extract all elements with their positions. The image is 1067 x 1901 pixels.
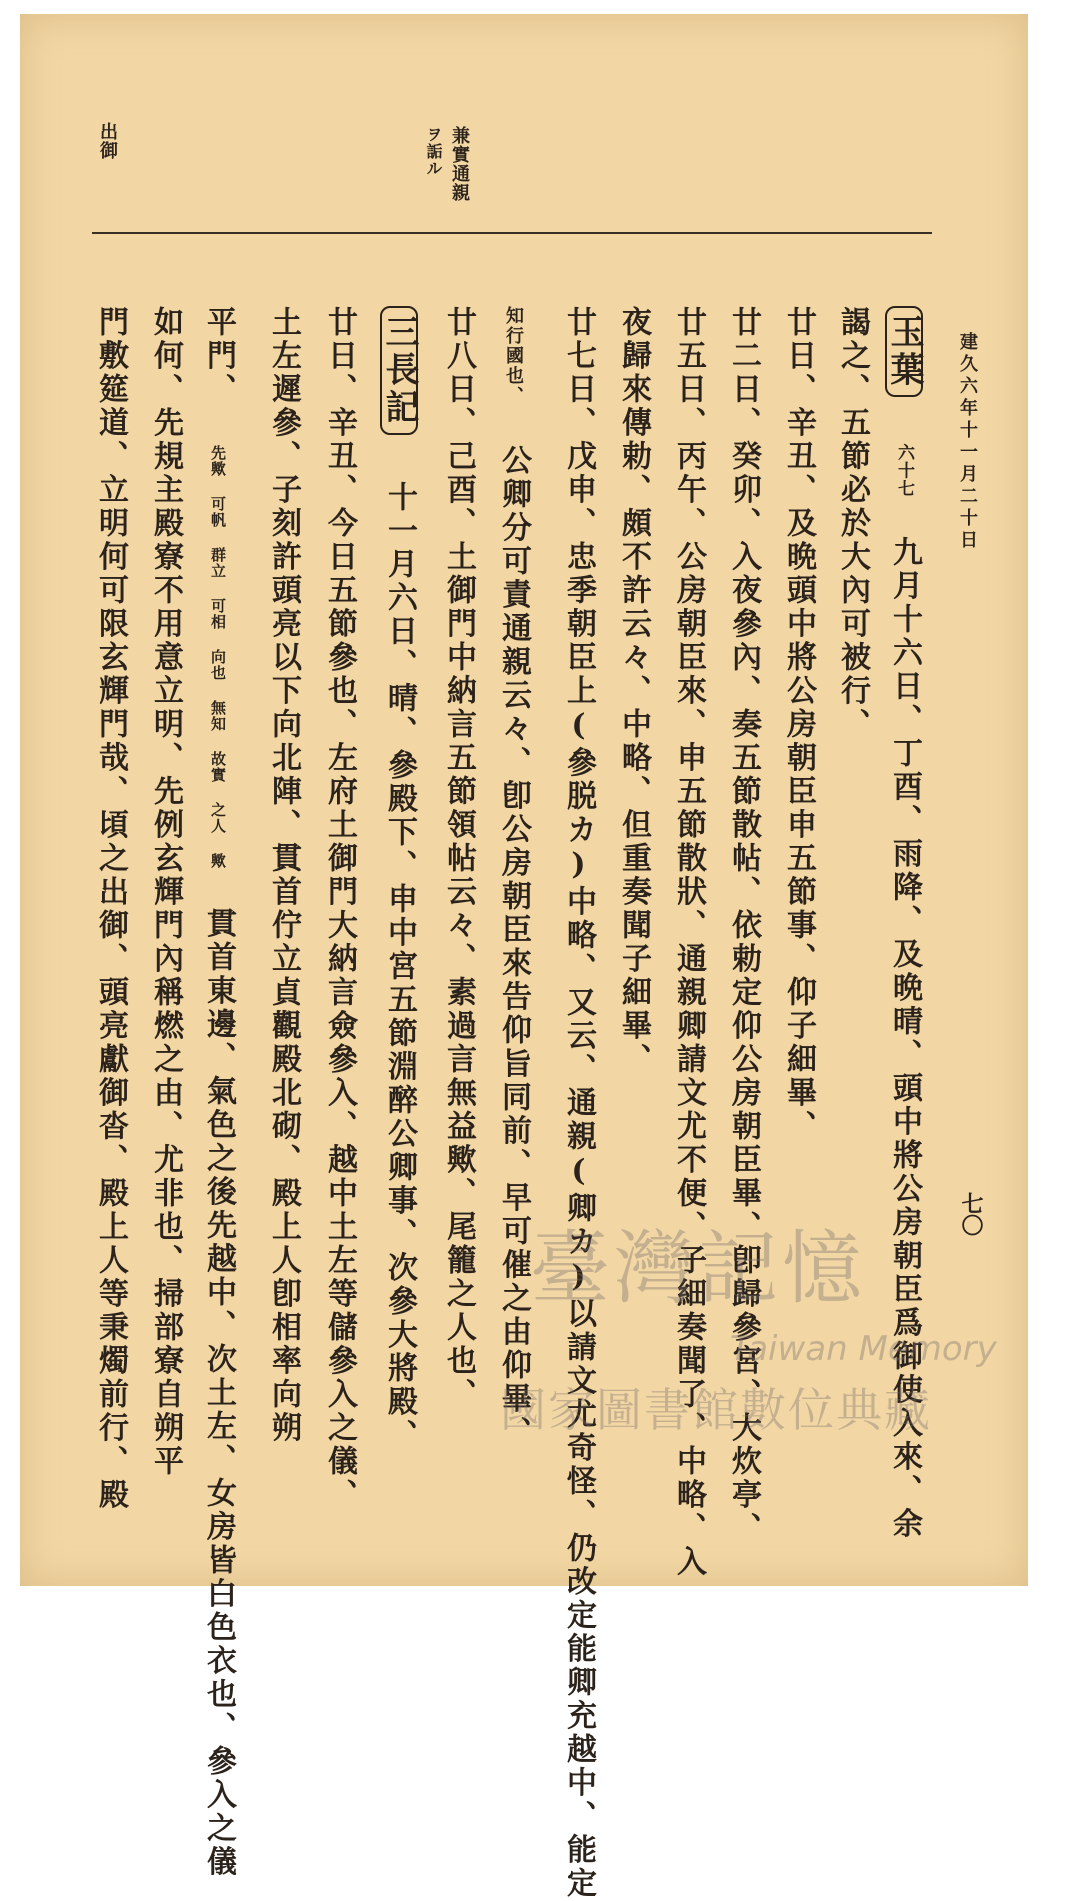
text-column: 廿二日、癸卯、入夜參內、奏五節散帖、依勅定仰公房朝臣畢、卽歸參宮、大炊亭、 — [726, 306, 761, 1546]
page-number: 七〇 — [958, 1192, 984, 1236]
text-column: 廿五日、丙午、公房朝臣來、申五節散狀、通親卿請文尤不便、子細奏聞了、中略、入 — [671, 306, 706, 1579]
small-annotation: 六十七 — [894, 443, 914, 498]
column-text: 平門、 — [201, 306, 236, 407]
column-text: 九月十六日、丁酉、雨降、及晩晴、頭中將公房朝臣爲御使入來、余 — [887, 536, 922, 1541]
small-annotation: 知行國也、 — [503, 306, 524, 406]
small-annotation: 先歟 可帆 群立 可相 向也 無知 故實 之人 歟 — [209, 445, 227, 869]
margin-divider — [92, 232, 932, 234]
library-watermark — [500, 1204, 1000, 1444]
text-column: 廿日、辛丑、今日五節參也、左府土御門大納言僉參入、越中土左等儲參入之儀、 — [322, 306, 357, 1512]
text-column: 廿八日、己酉、土御門中納言五節領帖云々、素過言無益歟、尾籠之人也、 — [441, 306, 476, 1412]
source-bracket: 玉葉 — [885, 306, 923, 397]
column-text: 公卿分可責通親云々、卽公房朝臣來告仰旨同前、早可催之由仰畢、 — [496, 444, 531, 1450]
watermark-organization: 國家圖書館數位典藏 — [500, 1383, 932, 1437]
column-text: 貫首東邊、氣色之後先越中、次土左、女房皆白色衣也、參入之儀 — [201, 907, 236, 1879]
text-column: 土左遲參、子刻許頭亮以下向北陣、貫首佇立貞觀殿北砌、殿上人卽相率向朔 — [266, 306, 301, 1445]
text-column: 夜歸來傳勅、頗不許云々、中略、但重奏聞子細畢、 — [616, 306, 651, 1077]
watermark-title: 臺灣記憶 — [530, 1222, 866, 1315]
watermark-subtitle: Taiwan Memory — [730, 1329, 997, 1369]
source-bracket: 三長記 — [380, 306, 418, 435]
margin-note-outing: 出御 — [97, 122, 118, 160]
text-column: 如何、先規主殿寮不用意立明、先例玄輝門內稱燃之由、尤非也、掃部寮自朔平 — [148, 306, 183, 1479]
book-page — [20, 14, 1028, 1901]
text-column: 廿日、辛丑、及晩頭中將公房朝臣申五節事、仰子細畢、 — [781, 306, 816, 1144]
running-header: 建久六年十一月二十日 — [957, 332, 978, 552]
text-column — [380, 306, 418, 1453]
text-column: 廿七日、戊申、忠季朝臣上(參脱カ)中略、又云、通親(卿カ)以請文尤奇怪、仍改定能卿充越中、能定 — [561, 306, 596, 1901]
margin-note-line2: ヲ詬ル — [424, 126, 443, 177]
text-column — [201, 306, 236, 1879]
margin-note-line1: 兼實通親 — [449, 126, 470, 202]
text-column: 門敷筵道、立明何可限玄輝門哉、頃之出御、頭亮獻御沓、殿上人等秉燭前行、殿 — [93, 306, 128, 1512]
text-column: 謁之、五節必於大內可被行、 — [835, 306, 870, 742]
column-text: 十一月六日、晴、參殿下、申中宮五節淵醉公卿事、次參大將殿、 — [382, 481, 417, 1453]
